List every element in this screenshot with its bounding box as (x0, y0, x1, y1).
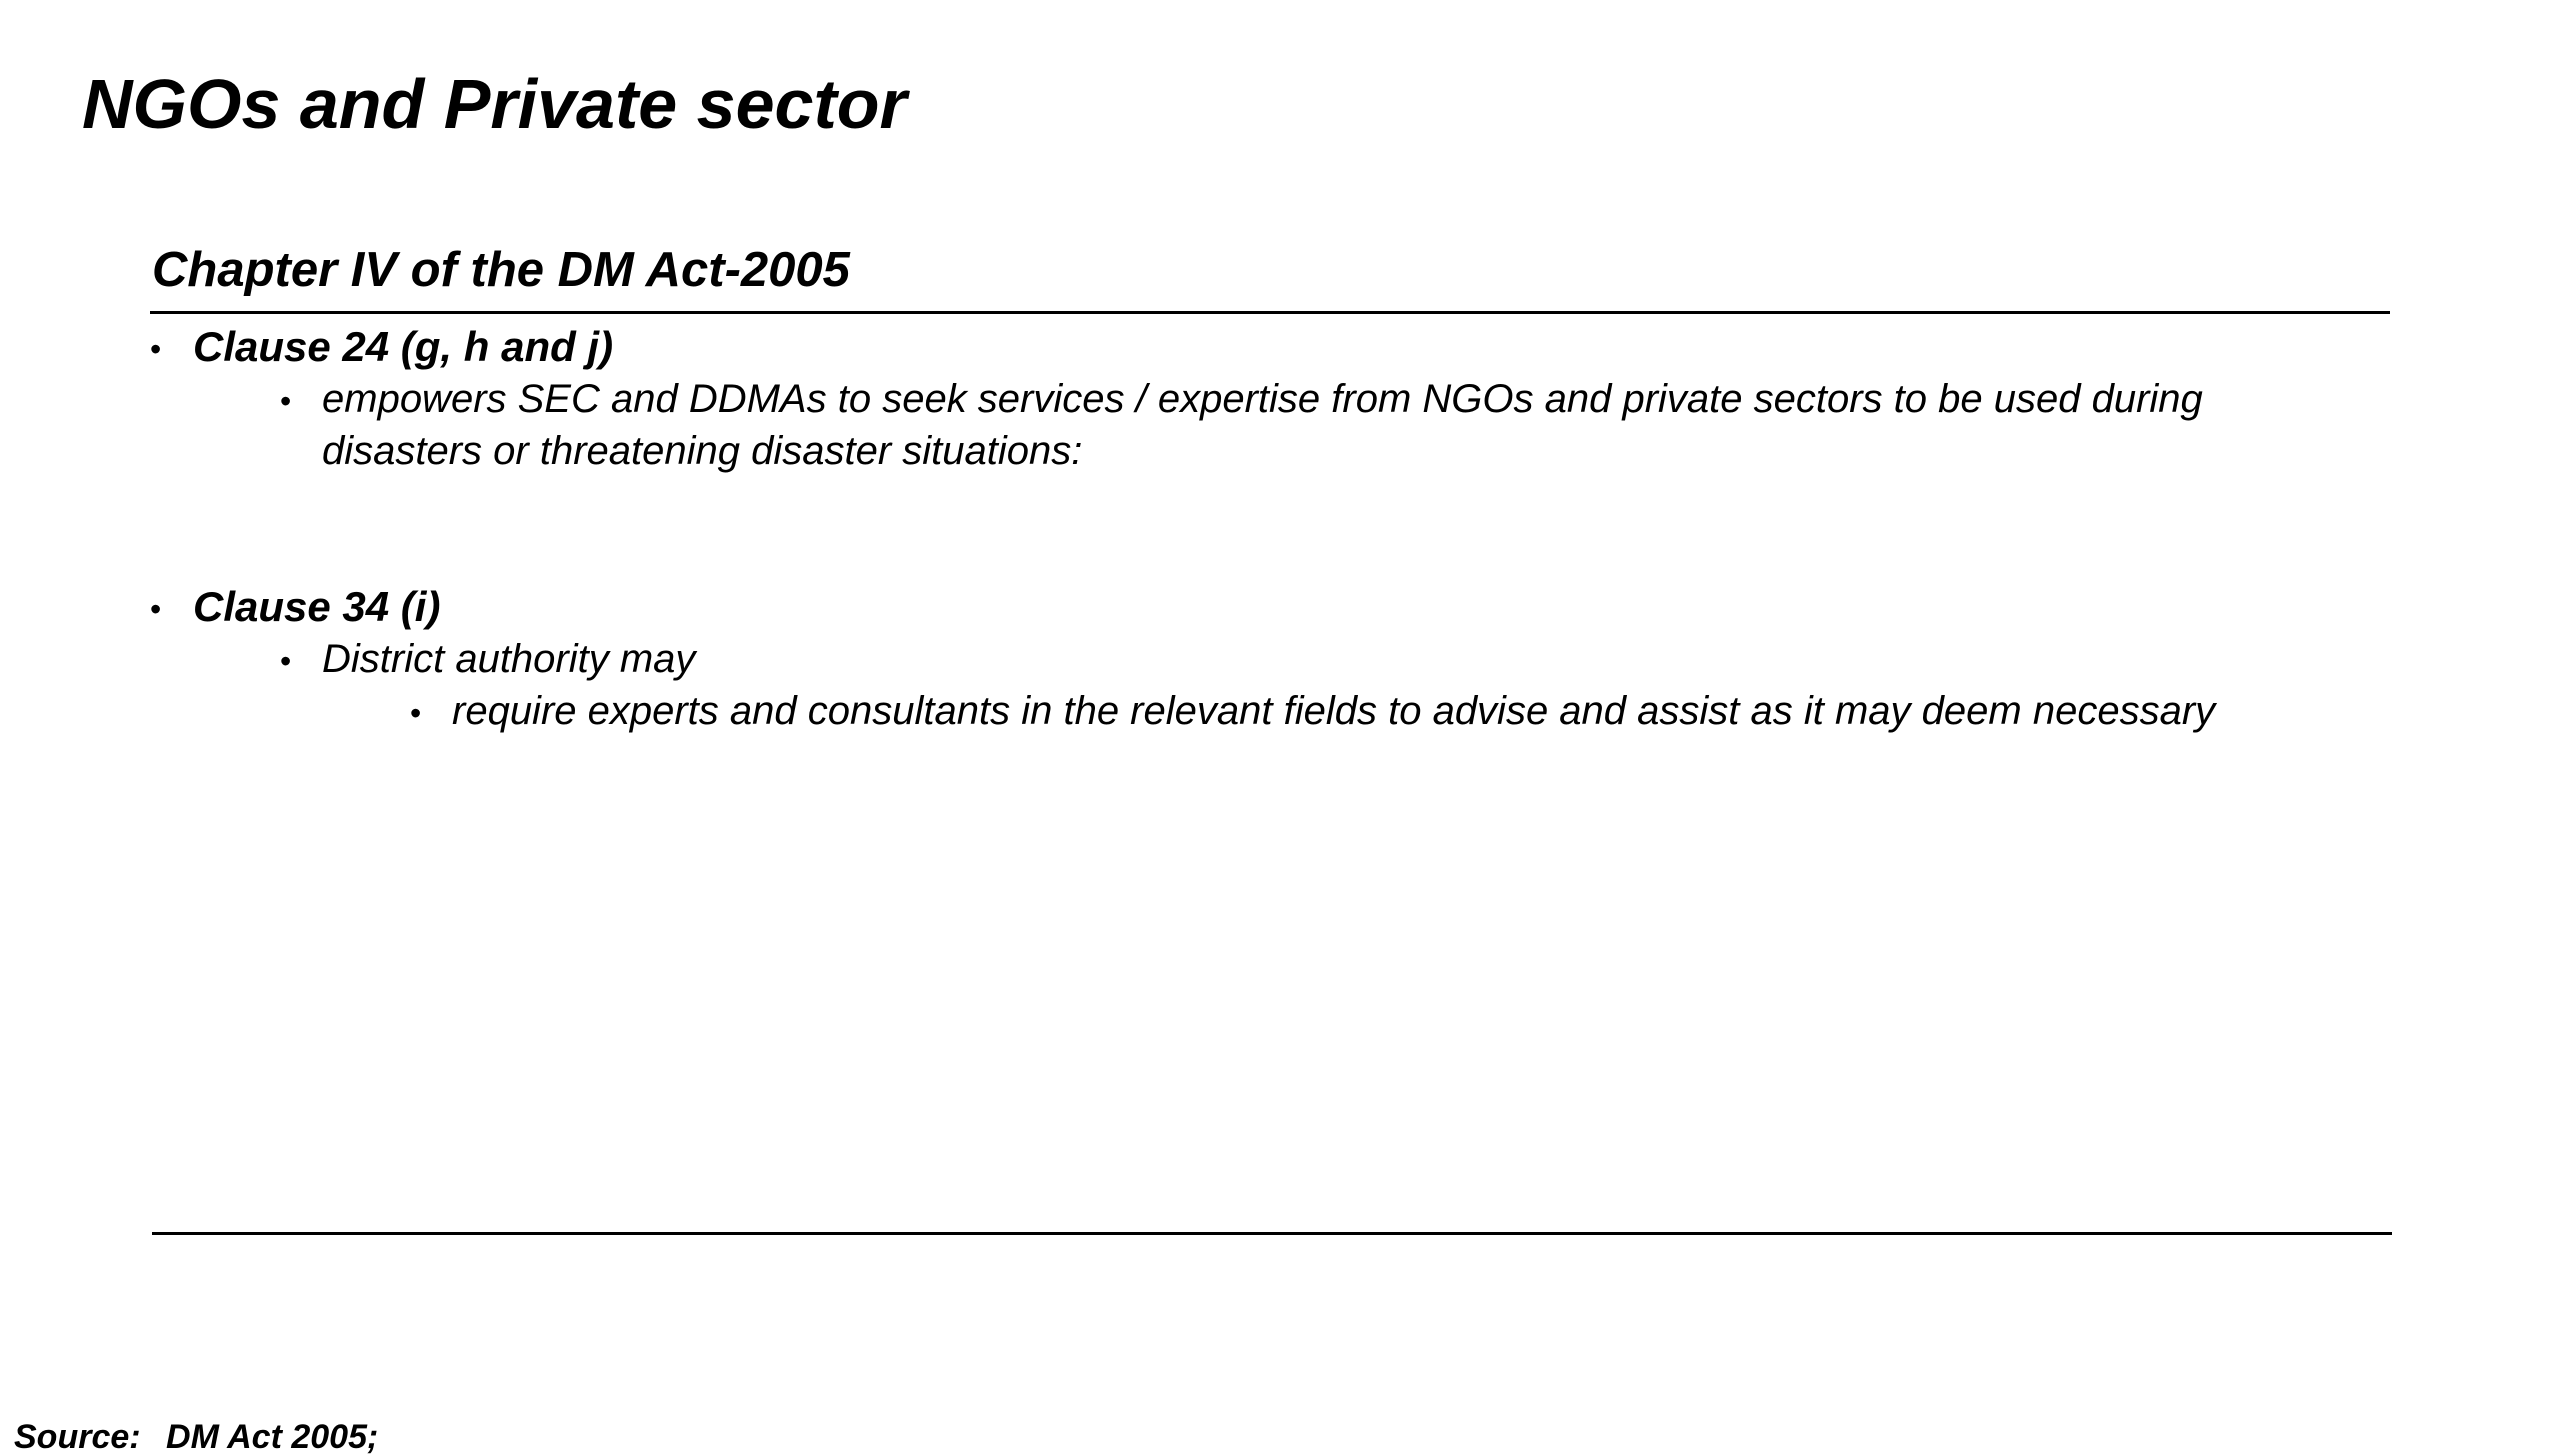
bullet-icon: • (410, 695, 422, 731)
bullet-icon: • (280, 383, 292, 419)
bullet-icon: • (150, 331, 162, 367)
top-divider (150, 311, 2390, 314)
source-value: DM Act 2005; (166, 1418, 379, 1456)
section-heading: Chapter IV of the DM Act-2005 (152, 243, 850, 297)
clause-item-text: District authority may (322, 637, 696, 681)
clause-subitem-text: require experts and consultants in the relevant fields to advise and assist as it may deem necessary (452, 689, 2216, 733)
bullet-icon: • (280, 643, 292, 679)
source-note (14, 1420, 378, 1454)
slide-title: NGOs and Private sector (82, 65, 907, 143)
bottom-divider (152, 1232, 2392, 1235)
bullet-icon: • (150, 591, 162, 627)
clause-item-text: empowers SEC and DDMAs to seek services / expertise from NGOs and private sectors to be used during disasters or threatening disaster situations: (322, 377, 2203, 473)
clause-title: Clause 24 (g, h and j) (193, 323, 614, 370)
clause-title: Clause 34 (i) (193, 583, 441, 630)
source-label: Source: (14, 1418, 141, 1456)
